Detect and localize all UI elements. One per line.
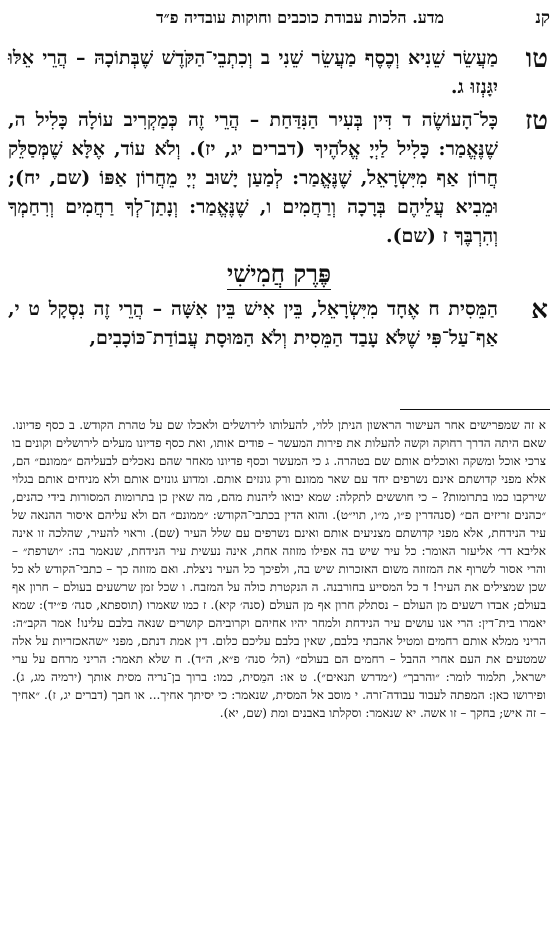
halacha-text: מַעֲשֵׂר שֵׁנִיא וְכֶסֶף מַעֲשֵׂר שֵׁנִי ב וְכִתְבֵי־הַקֹּדֶשׁ שֶׁבְּתוֹכָהּ – הֲרֵי אֵלּוּ יִגָּנְזוּ ג. [8, 47, 498, 98]
halacha-number: טז [525, 106, 548, 136]
running-title: מדע. הלכות עבודת כוכבים וחוקות עובדיה פ״ד [155, 8, 444, 27]
halacha-number: א [531, 295, 548, 325]
footnotes: א זה שמפרישים אחר העישור הראשון הניתן ללוי, להעלותו לירושלים ולאכלו שם על טהרת הקודש. ב כסף פדיונו. שאם היתה הדרך רחוקה וקשה להעלות את פירות המעשר – פודים אותו, ואת כסף פדיונו מעלים לירושלים וקונים בו צרכי אוכל ומשקה ואוכלים אותם שם בטהרה. ג כי המעשר וכסף פדיונו מאחר שהם נאכלים לבעליהם ״ממונם״ הם, אלא מפני קדושתם אינם נשרפים יחד עם שאר ממונם ורק גונזים אותם. ומדוע גונזים אותם ולא מניחים אותם בגלוי שירקבו כמו בתרומות? – כי חוששים לתקלה: שמא יבואו ליהנות מהם, מה שאין כן בתרומות המסורות בידי כהנים, ״כהנים זריזים הם״ (סנהדרין פ״ו, מ״ו, תוי״ט). והוא הדין בכתבי־הקודש: ״ממונם״ הם ולא עליהם איסור ההנאה של עיר הנידחת, אלא מפני קדושתם מצניעים אותם ואינם נשרפים עם שלל העיר (שם). וראוי להעיר, שהלכה זו אינה אליבא דר׳ אליעזר האומר: כל עיר שיש בה אפילו מזוזה אחת, אינה נעשית עיר הנידחת, שנאמר בה: ״ושרפת״ – והרי אסור לשרוף את המזוזה משום האזכרות שיש בה, ולפיכך כל העיר ניצלת. ואם מזוזה כך – כתבי־הקודש לא כל שכן שמצילים את העיר! ד כל המסייע בחורבנה. ה הנקטרת כולה על המזבח. ו שכל זמן שרשעים בעולם – חרון אף בעולם; אבדו רשעים מן העולם – נסתלק חרון אף מן העולם (סנה׳ קיא). ז כמו שאמרו (תוספתא, סנה׳ פ״יד): שמא יאמרו בית־דין: הרי אנו עושים עיר הנידחת ולמחר יהיו אחיהם וקרוביהם קושרים שנאה בלבם עלינו! אמר הקב״ה: הריני ממלא אותם רחמים ומטיל אהבתי בלבם, שאין בלבם עליכם כלום. דין אמת דנתם, מפני ״שהאכזריות על אלה שמטעים את העם אחרי ההבל – רחמים הם בעולם״ (הל׳ סנה׳ פ״א, ה״ד). ח שלא תאמר: הריני מרחם על ערי ישראל, תלמוד לומר: ״והרבך״ (״מדרש תנאים״). ט או: המֵסית, כמו: ברוך בן־נריה מסית אותך (ירמיה מג, ג). ופירושו כאן: המפתה לעבוד עבודה־זרה. י מוסב אל המסית, שנאמר: כי יסיתך אחיך... או חבך (דברים יג, ז). ״אחיך – זה איש; בחקך – זו אשה. יא שנאמר: וסקלתו באבנים ומת (שם, יא). [12, 418, 547, 720]
halacha-text: כָּל־הָעוֹשֶׂה ד דִּין בְּעִיר הַנִּדַּחַת – הֲרֵי זֶה כְּמַקְרִיב עוֹלָה כָּלִיל ה, שֶׁנֶּאֱמַר: כָּלִיל לַיְיָ אֱלֹהֶיךָ (דברים יג, יז). וְלֹא עוֹד, אֶלָּא שֶׁמְּסַלֵּק חֲרוֹן אַף מִיִּשְׂרָאֵל, שֶׁנֶּאֱמַר: לְמַעַן יָשׁוּב יְיָ מֵחֲרוֹן אַפּוֹ (שם, יח); וּמֵבִיא עֲלֵיהֶם בְּרָכָה וְרַחֲמִים ו, שֶׁנֶּאֱמַר: וְנָתַן־לְךָ רַחֲמִים וְרִחַמְךָ וְהִרְבֶּךָ ז (שם). [8, 109, 498, 247]
halacha-text: הַמֵּסִית ח אֶחָד מִיִּשְׂרָאֵל, בֵּין אִישׁ בֵּין אִשָּׁה – הֲרֵי זֶה נִסְקָל ט י, אַף־עַל־פִּי שֶׁלֹּא עָבַד הַמֵּסִית וְלֹא הַמּוּסָת עֲבוֹדַת־כּוֹכָבִים, [8, 298, 498, 349]
chapter-title: פֶּרֶק חֲמִישִׁי [226, 259, 332, 288]
page-number: קנ [535, 8, 550, 28]
main-text [8, 44, 550, 357]
chapter-5-halacha-1 [8, 295, 550, 353]
footnote-divider [400, 409, 550, 410]
running-header [6, 6, 554, 32]
halacha-16 [8, 106, 550, 251]
halacha-number: טו [525, 44, 548, 74]
halacha-15 [8, 44, 550, 102]
chapter-heading [8, 259, 550, 289]
